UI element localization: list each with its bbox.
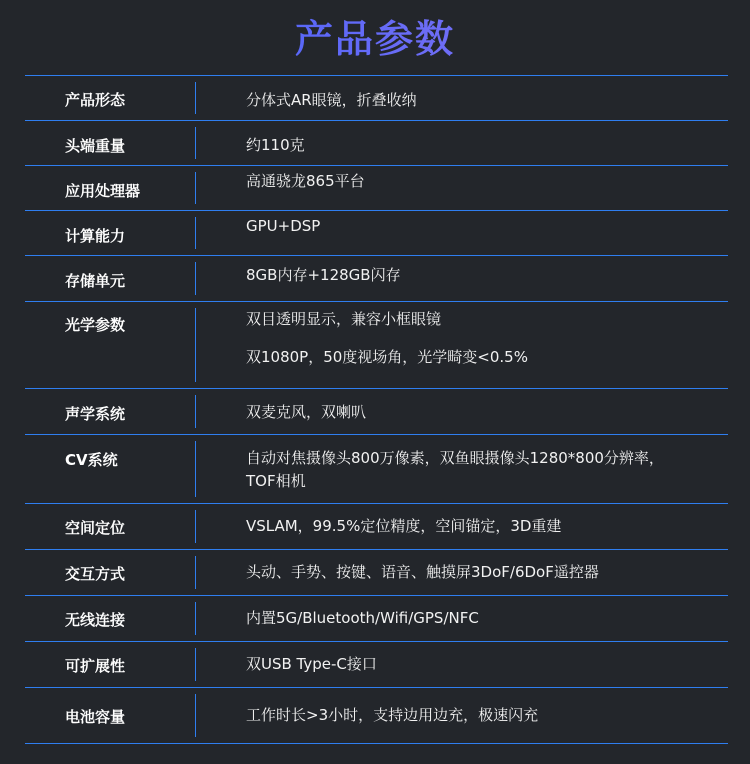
spec-label: 光学参数 — [65, 316, 126, 334]
spec-value — [246, 170, 718, 193]
table-row — [25, 641, 728, 687]
table-row — [25, 255, 728, 301]
table-row — [25, 301, 728, 388]
spec-value — [246, 401, 718, 424]
spec-label: 应用处理器 — [65, 182, 141, 200]
table-row — [25, 165, 728, 210]
table-row — [25, 595, 728, 641]
spec-label: 电池容量 — [65, 708, 126, 726]
table-row — [25, 687, 728, 744]
spec-label: 头端重量 — [65, 137, 126, 155]
spec-value — [246, 134, 718, 157]
column-divider — [195, 395, 196, 428]
spec-value — [246, 653, 718, 676]
spec-value — [246, 704, 718, 727]
spec-value-line: 双1080P，50度视场角，光学畸变<0.5% — [246, 348, 528, 366]
table-row — [25, 434, 728, 503]
spec-value-line: 双目透明显示，兼容小框眼镜 — [246, 310, 442, 328]
table-row — [25, 75, 728, 120]
spec-value — [246, 308, 718, 369]
spec-label: 计算能力 — [65, 227, 126, 245]
spec-label: 可扩展性 — [65, 657, 126, 675]
column-divider — [195, 602, 196, 635]
spec-value — [246, 264, 718, 287]
spec-label: 无线连接 — [65, 611, 126, 629]
spec-value-line: 自动对焦摄像头800万像素，双鱼眼摄像头1280*800分辨率， — [246, 449, 664, 467]
spec-value-line: 8GB内存+128GB闪存 — [246, 266, 401, 284]
spec-label: 空间定位 — [65, 519, 126, 537]
column-divider — [195, 172, 196, 204]
spec-value — [246, 89, 718, 112]
column-divider — [195, 127, 196, 159]
spec-value-line: 约110克 — [246, 136, 305, 154]
column-divider — [195, 556, 196, 589]
spec-label: 交互方式 — [65, 565, 126, 583]
table-row — [25, 120, 728, 165]
column-divider — [195, 262, 196, 295]
spec-value-line: 工作时长>3小时，支持边用边充，极速闪充 — [246, 706, 539, 724]
spec-label: 存储单元 — [65, 272, 126, 290]
table-row — [25, 549, 728, 595]
spec-value-line: 分体式AR眼镜，折叠收纳 — [246, 91, 417, 109]
column-divider — [195, 510, 196, 543]
column-divider — [195, 441, 196, 497]
spec-value-line: 内置5G/Bluetooth/Wifi/GPS/NFC — [246, 609, 479, 627]
table-row — [25, 210, 728, 255]
spec-value-line: VSLAM，99.5%定位精度，空间锚定，3D重建 — [246, 517, 562, 535]
spec-label: 产品形态 — [65, 91, 126, 109]
spec-value — [246, 447, 718, 493]
spec-label: 声学系统 — [65, 405, 126, 423]
spec-value-line: 高通骁龙865平台 — [246, 172, 365, 190]
spec-value — [246, 607, 718, 630]
column-divider — [195, 308, 196, 382]
spec-value-line: TOF相机 — [246, 472, 306, 490]
spec-value-line: 双USB Type-C接口 — [246, 655, 377, 673]
table-row — [25, 503, 728, 549]
column-divider — [195, 648, 196, 681]
spec-value — [246, 215, 718, 238]
spec-value-line: GPU+DSP — [246, 217, 321, 235]
spec-value-line: 头动、手势、按键、语音、触摸屏3DoF/6DoF遥控器 — [246, 563, 599, 581]
spec-value — [246, 515, 718, 538]
spec-table — [25, 75, 728, 744]
spec-value — [246, 561, 718, 584]
spec-value-line: 双麦克风，双喇叭 — [246, 403, 367, 421]
page-title: 产品参数 — [0, 14, 750, 64]
column-divider — [195, 694, 196, 737]
column-divider — [195, 82, 196, 114]
table-row — [25, 388, 728, 434]
column-divider — [195, 217, 196, 249]
spec-label: CV系统 — [65, 451, 118, 469]
